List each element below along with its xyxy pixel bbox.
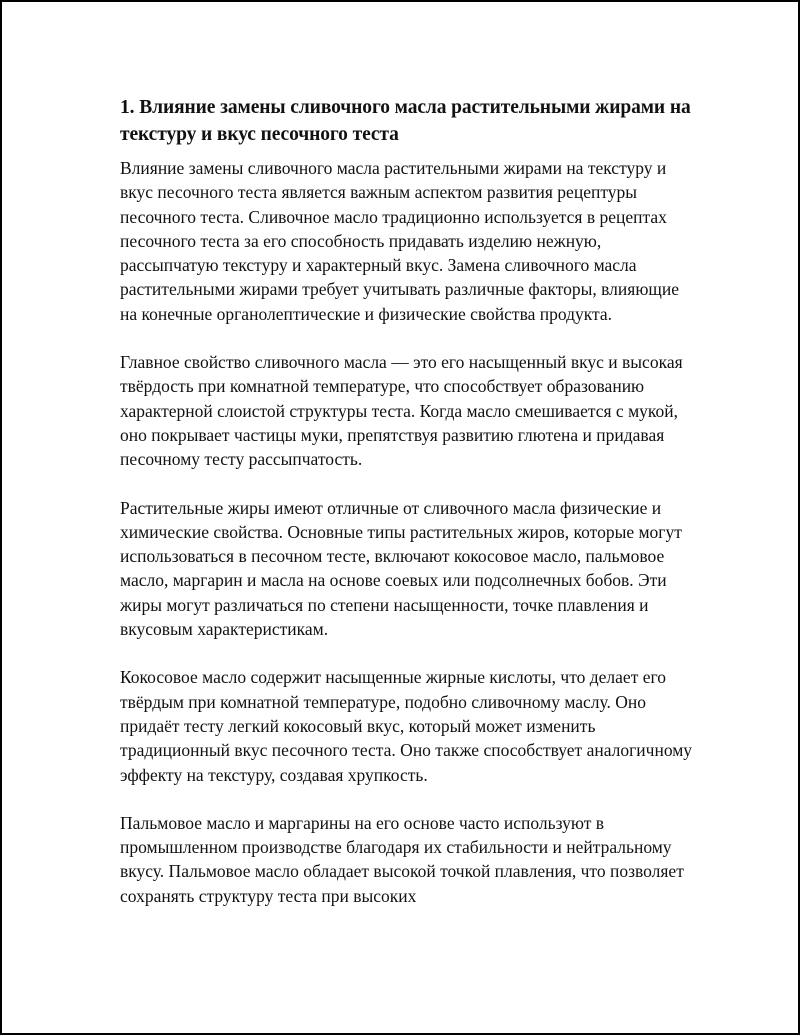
paragraph-intro: Влияние замены сливочного масла растительными жирами на текстуру и вкус песочного теста является важным аспектом развития рецептуры песочного теста. Сливочное масло традиционно используется в рецептах песочного теста за его способность придавать изделию нежную, рассыпчатую текстуру и характерный вкус. Замена сливочного масла растительными жирами требует учитывать различные факторы, влияющие на конечные органолептические и физические свойства продукта. [120, 158, 680, 324]
paragraph-palm-oil: Пальмовое масло и маргарины на его основе часто используют в промышленном производстве благодаря их стабильности и нейтральному вкусу. Пальмовое масло обладает высокой точкой плавления, что позволяет сохранять структуру теста при высоких [120, 812, 684, 906]
section-heading: 1. Влияние замены сливочного масла растительными жирами на текстуру и вкус песочного теста [120, 97, 691, 145]
paragraph-vegetable-fats: Растительные жиры имеют отличные от сливочного масла физические и химические свойства. Основные типы растительных жиров, которые могут использоваться в песочном тесте, включают кокосовое масло, пальмовое масло, маргарин и масла на основе соевых или подсолнечных бобов. Эти жиры могут различаться по степени насыщенности, точке плавления и вкусовым характеристикам. [120, 497, 682, 640]
paragraph-coconut-oil: Кокосовое масло содержит насыщенные жирные кислоты, что делает его твёрдым при комнатной температуре, подобно сливочному маслу. Оно придаёт тесту легкий кокосовый вкус, который может изменить традиционный вкус песочного теста. Оно также способствует аналогичному эффекту на текстуру, создавая хрупкость. [120, 667, 693, 785]
paragraph-butter-properties: Главное свойство сливочного масла — это его насыщенный вкус и высокая твёрдость при комнатной температуре, что способствует образованию характерной слоистой структуры теста. Когда масло смешивается с мукой, оно покрывает частицы муки, препятствуя развитию глютена и придавая песочному тесту рассыпчатость. [120, 352, 683, 470]
document-body [120, 94, 695, 939]
